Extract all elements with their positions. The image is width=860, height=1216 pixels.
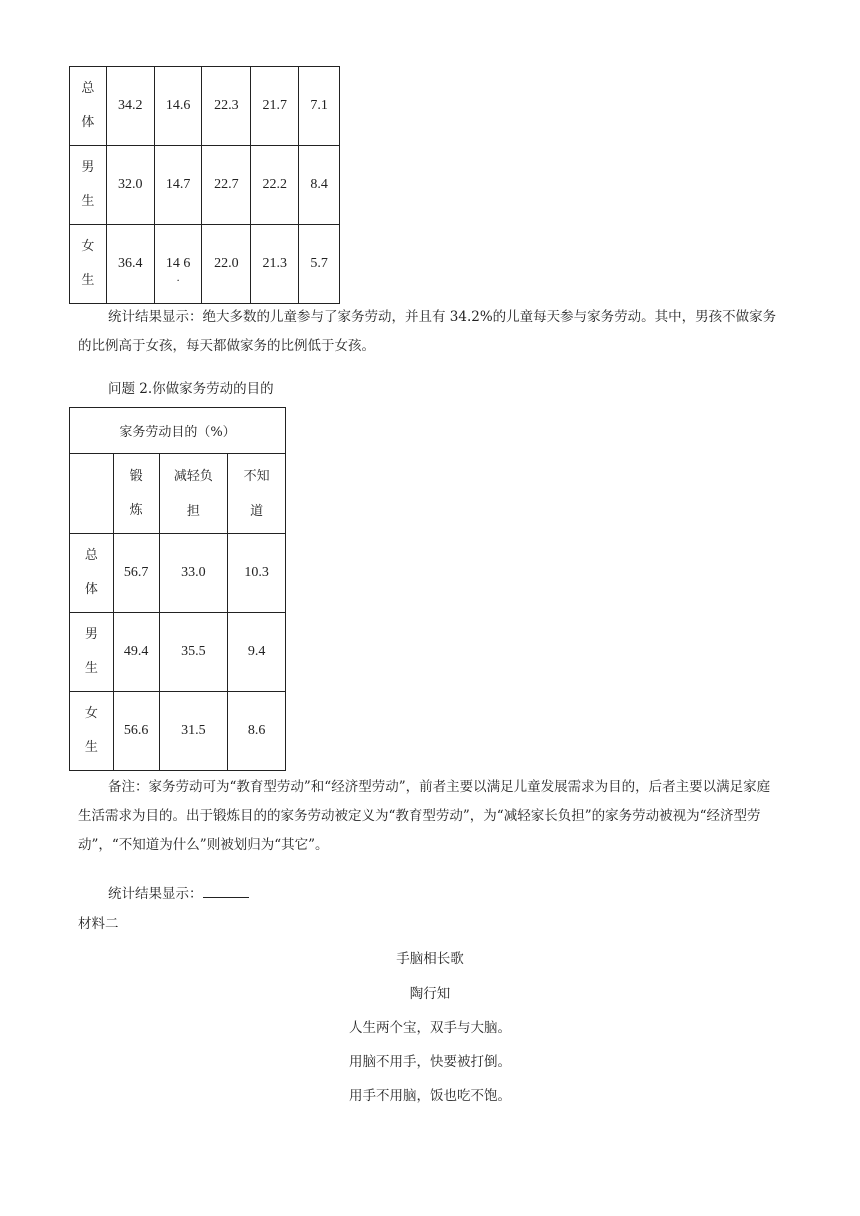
table-title-row xyxy=(70,408,286,454)
poem-line: 用手不用脑，饭也吃不饱。 xyxy=(349,1088,511,1104)
table-row xyxy=(70,534,286,613)
table-cell: 7.1 xyxy=(299,67,340,146)
table-cell: 21.3 xyxy=(251,225,299,304)
stat-result-1: 统计结果显示：绝大多数的儿童参与了家务劳动，并且有 34.2%的儿童每天参与家务劳动。其中，男孩不做家务的比例高于女孩，每天都做家务的比例低于女孩。 xyxy=(78,309,777,354)
table-cell: 34.2 xyxy=(106,67,154,146)
table-cell: 14.7 xyxy=(154,146,202,225)
table-chores-purpose xyxy=(69,407,286,771)
dot-mark: . xyxy=(176,270,180,284)
table-cell: 35.5 xyxy=(159,613,228,692)
table-header-row xyxy=(70,454,286,534)
table-cell: 22.0 xyxy=(202,225,251,304)
poem-title: 手脑相长歌 xyxy=(396,951,464,967)
note-paragraph: 备注：家务劳动可为“教育型劳动”和“经济型劳动”，前者主要以满足儿童发展需求为目的，后者主要以满足家庭生活需求为目的。出于锻炼目的的家务劳动被定义为“教育型劳动”，为“减轻家长负担”的家务劳动被视为“经济型劳动”，“不知道为什么”则被划归为“其它”。 xyxy=(78,779,771,853)
table-row xyxy=(70,613,286,692)
table-cell: 10.3 xyxy=(228,534,286,613)
column-header: 锻炼 xyxy=(113,454,159,534)
table-row xyxy=(70,67,340,146)
row-label-cell: 女生 xyxy=(70,225,107,304)
cell-value: 14 6 xyxy=(165,256,191,271)
table-cell: 8.6 xyxy=(228,692,286,771)
table-cell: 56.7 xyxy=(113,534,159,613)
row-label-cell: 男生 xyxy=(70,613,114,692)
table-cell: 22.3 xyxy=(202,67,251,146)
stat-result-2 xyxy=(78,880,778,909)
table-cell: 5.7 xyxy=(299,225,340,304)
table-cell: 56.6 xyxy=(113,692,159,771)
column-header: 减轻负担 xyxy=(159,454,228,534)
table-cell xyxy=(154,225,202,304)
stat-result-2-label: 统计结果显示： xyxy=(108,886,203,902)
answer-blank xyxy=(203,883,249,898)
table-title: 家务劳动目的（%） xyxy=(70,408,286,454)
poem-line: 用脑不用手，快要被打倒。 xyxy=(349,1054,511,1070)
column-header: 不知道 xyxy=(228,454,286,534)
table-chores-frequency xyxy=(69,66,340,304)
table-row xyxy=(70,146,340,225)
table-cell: 33.0 xyxy=(159,534,228,613)
table-cell: 22.2 xyxy=(251,146,299,225)
poem-author: 陶行知 xyxy=(409,986,451,1002)
table-cell: 31.5 xyxy=(159,692,228,771)
table-cell: 36.4 xyxy=(106,225,154,304)
row-label-cell: 总体 xyxy=(70,67,107,146)
table-cell: 9.4 xyxy=(228,613,286,692)
poem-line: 人生两个宝，双手与大脑。 xyxy=(349,1020,511,1036)
row-label-cell: 男生 xyxy=(70,146,107,225)
material-2-heading: 材料二 xyxy=(78,916,119,932)
table-row xyxy=(70,225,340,304)
table-cell: 49.4 xyxy=(113,613,159,692)
row-label-cell: 总体 xyxy=(70,534,114,613)
table-cell: 21.7 xyxy=(251,67,299,146)
row-label-cell: 女生 xyxy=(70,692,114,771)
empty-header-cell xyxy=(70,454,114,534)
table-cell: 8.4 xyxy=(299,146,340,225)
question-2: 问题 2.你做家务劳动的目的 xyxy=(108,381,274,397)
table-cell: 14.6 xyxy=(154,67,202,146)
table-row xyxy=(70,692,286,771)
table-cell: 32.0 xyxy=(106,146,154,225)
table-cell: 22.7 xyxy=(202,146,251,225)
